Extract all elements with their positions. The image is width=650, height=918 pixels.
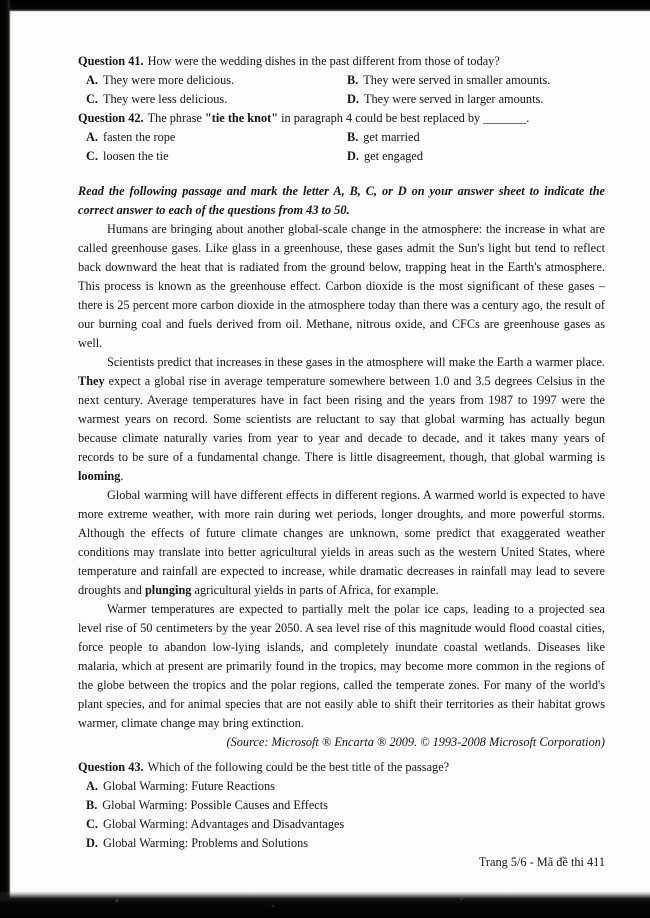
scan-edge-bottom bbox=[0, 891, 650, 918]
question-42-text bbox=[148, 111, 530, 125]
option-letter: C. bbox=[86, 92, 98, 106]
text-run: The phrase bbox=[147, 111, 205, 125]
option-letter: A. bbox=[86, 73, 98, 87]
question-43-options bbox=[78, 777, 605, 853]
option-text: Global Warming: Advantages and Disadvantages bbox=[102, 817, 345, 831]
passage-paragraph-2 bbox=[78, 353, 605, 486]
question-43-text: Which of the following could be the best title of the passage? bbox=[147, 760, 450, 774]
question-42-block bbox=[78, 109, 605, 166]
text-run: "tie the knot" bbox=[204, 111, 279, 125]
source-citation: (Source: Microsoft ® Encarta ® 2009. © 1993-2008 Microsoft Corporation) bbox=[226, 735, 605, 749]
option-letter: B. bbox=[86, 798, 98, 812]
question-41-label: Question 41. bbox=[78, 54, 144, 68]
text-run: Global warming will have different effects in different regions. A warmed world is expected to have more extreme weather, with more rain during wet periods, longer droughts, and more powerful storms. Although the effects of future climate changes are unknown, some predict that exaggerated weather conditions may translate into better agricultural yields in areas such as the western United States, where temperature and rainfall are expected to increase, while dramatic decreases in rainfall may lead to severe droughts and bbox=[78, 488, 605, 597]
question-41-text: How were the wedding dishes in the past different from those of today? bbox=[147, 54, 500, 68]
option-item bbox=[86, 128, 347, 147]
option-text: get married bbox=[363, 130, 420, 144]
question-41-block bbox=[78, 52, 605, 109]
question-41-options bbox=[78, 71, 605, 109]
text-run: Humans are bringing about another global-scale change in the atmosphere: the increase in what are called greenhouse gases. Like glass in a greenhouse, these gases admit the Sun's light but tend to reflect back downward the heat that is radiated from the ground below, trapping heat in the Earth's atmosphere. This process is known as the greenhouse effect. Carbon dioxide is the most significant of these gases – there is 25 percent more carbon dioxide in the atmosphere today than there was a century ago, the result of our burning coal and fuels derived from oil. Methane, nitrous oxide, and CFCs are greenhouse gases as well. bbox=[78, 222, 605, 350]
option-item bbox=[86, 71, 347, 90]
option-item bbox=[86, 796, 605, 815]
option-text: They were served in larger amounts. bbox=[363, 92, 544, 106]
text-run: in paragraph 4 could be best replaced by _______. bbox=[278, 111, 530, 125]
passage-paragraph-1 bbox=[78, 220, 605, 353]
option-letter: D. bbox=[86, 836, 98, 850]
option-item bbox=[347, 147, 605, 166]
option-text: Global Warming: Future Reactions bbox=[102, 779, 275, 793]
option-text: Global Warming: Possible Causes and Effects bbox=[102, 798, 328, 812]
text-run: looming bbox=[78, 469, 121, 483]
option-item bbox=[347, 71, 605, 90]
question-42-label: Question 42. bbox=[78, 111, 144, 125]
question-42-stem bbox=[78, 109, 605, 128]
option-letter: A. bbox=[86, 130, 98, 144]
reading-instruction: Read the following passage and mark the letter A, B, C, or D on your answer sheet to indicate the correct answer to each of the questions from 43 to 50. bbox=[78, 184, 605, 217]
option-letter: D. bbox=[347, 149, 359, 163]
option-letter: D. bbox=[347, 92, 359, 106]
text-run: They bbox=[78, 374, 105, 388]
option-item bbox=[86, 815, 605, 834]
option-text: They were more delicious. bbox=[102, 73, 235, 87]
passage-paragraph-4 bbox=[78, 600, 605, 733]
option-text: Global Warming: Problems and Solutions bbox=[102, 836, 309, 850]
option-letter: C. bbox=[86, 817, 98, 831]
question-43-block bbox=[78, 758, 605, 853]
scan-edge-left bbox=[0, 0, 11, 918]
option-text: loosen the tie bbox=[102, 149, 169, 163]
option-text: get engaged bbox=[363, 149, 424, 163]
option-letter: B. bbox=[347, 130, 359, 144]
option-letter: B. bbox=[347, 73, 359, 87]
passage-paragraph-3 bbox=[78, 486, 605, 600]
option-item bbox=[86, 777, 605, 796]
question-43-label: Question 43. bbox=[78, 760, 144, 774]
page-footer: Trang 5/6 - Mã đề thi 411 bbox=[478, 855, 605, 869]
option-letter: A. bbox=[86, 779, 98, 793]
text-run: plunging bbox=[144, 583, 192, 597]
page-content bbox=[78, 52, 605, 872]
option-text: They were served in smaller amounts. bbox=[363, 73, 551, 87]
option-item bbox=[347, 128, 605, 147]
option-item bbox=[86, 147, 347, 166]
text-run: expect a global rise in average temperature somewhere between 1.0 and 3.5 degrees Celsius in the next century. Average temperatures have in fact been rising and the years from 1987 to 1997 were the warmest years on record. Some scientists are reluctant to say that global warming has actually begun because climate naturally varies from year to year and decade to decade, and it takes many years of records to be sure of a fundamental change. There is little disagreement, though, that global warming is bbox=[78, 374, 605, 464]
text-run: . bbox=[120, 469, 124, 483]
question-41-stem bbox=[78, 52, 605, 71]
scan-edge-top bbox=[0, 0, 650, 12]
option-text: fasten the rope bbox=[102, 130, 176, 144]
question-43-stem bbox=[78, 758, 605, 777]
question-42-options bbox=[78, 128, 605, 166]
text-run: Warmer temperatures are expected to partially melt the polar ice caps, leading to a projected sea level rise of 50 centimeters by the year 2050. A sea level rise of this magnitude would flood coastal cities, force people to abandon low-lying islands, and completely inundate coastal wetlands. Diseases like malaria, which at present are primarily found in the tropics, may become more common in the regions of the globe between the tropics and the polar regions, called the temperate zones. For many of the world's plant species, and for animal species that are not easily able to shift their territories as their habitat grows warmer, climate change may bring extinction. bbox=[78, 602, 605, 730]
text-run: Scientists predict that increases in these gases in the atmosphere will make the Earth a warmer place. bbox=[107, 355, 605, 369]
option-item bbox=[86, 834, 605, 853]
option-text: They were less delicious. bbox=[102, 92, 228, 106]
text-run: agricultural yields in parts of Africa, for example. bbox=[191, 583, 439, 597]
option-item bbox=[347, 90, 605, 109]
option-letter: C. bbox=[86, 149, 98, 163]
option-item bbox=[86, 90, 347, 109]
